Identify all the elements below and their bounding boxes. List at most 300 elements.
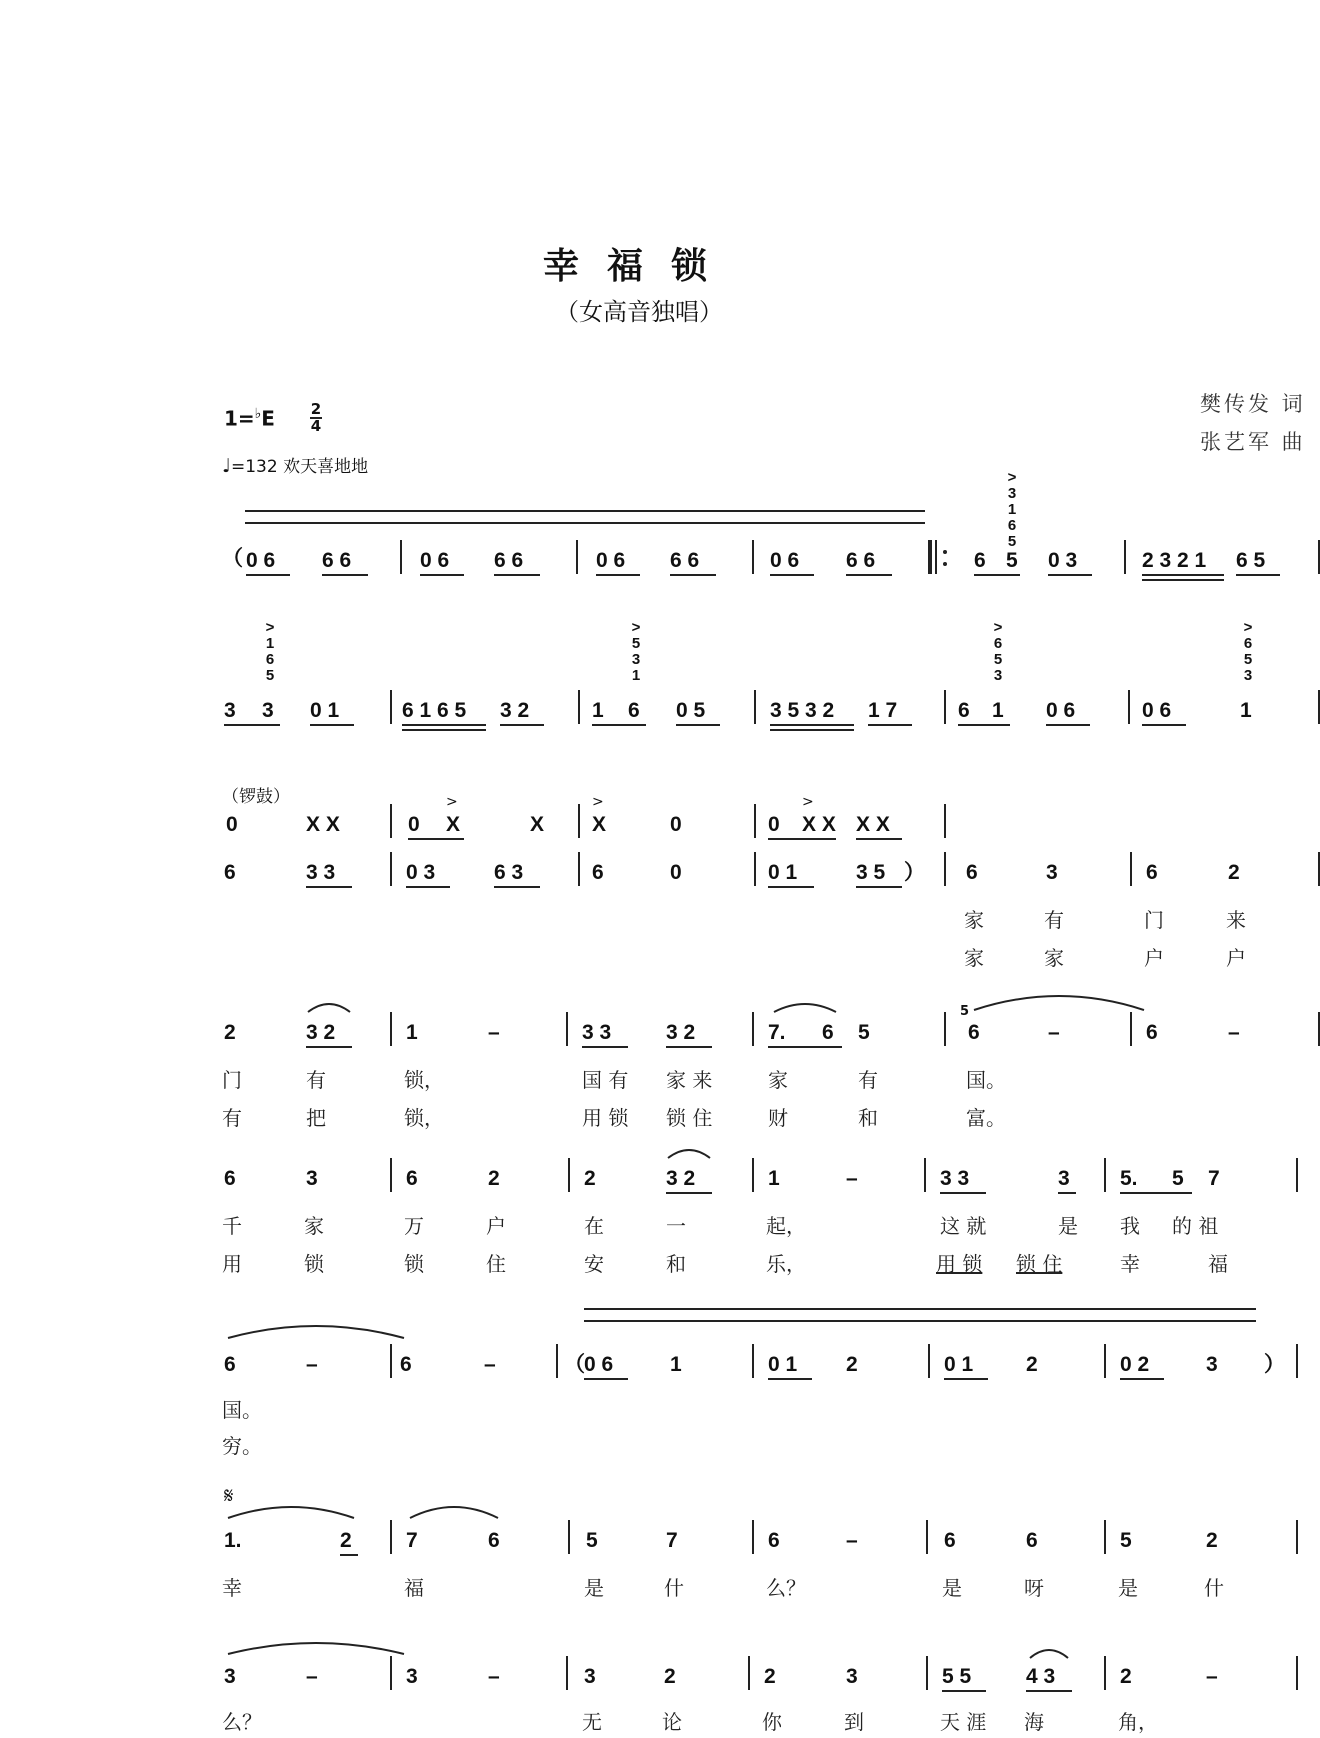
lyric: 户 [486,1214,506,1238]
note: 0 [670,861,682,884]
beam [402,724,486,726]
note-paren-open: （ [564,1353,585,1376]
note-dash: – [488,1021,500,1044]
lyric: 天 涯 [940,1710,987,1734]
note: 5 [586,1529,598,1552]
note-group: 0 2 [1120,1353,1150,1376]
note: 6 [224,861,236,884]
chord-stack [1238,620,1258,684]
note-dash: – [306,1353,318,1376]
note-group: 0 5 [676,699,706,722]
lyric: 无 [582,1710,602,1734]
beam [1046,724,1090,726]
lyric: 门 [222,1068,242,1092]
barline [926,1520,928,1554]
beam [408,838,464,840]
note: 5 [858,1021,870,1044]
chord-note: 3 [1007,485,1017,502]
note: 6 [224,1353,236,1376]
lyric: 来 [1226,908,1246,932]
barline [400,540,402,574]
barline [752,1012,754,1046]
barline [390,1012,392,1046]
perc-note: X [446,813,461,836]
note-group: 0 1 [944,1353,974,1376]
beam [974,574,1020,576]
note-group: 3 3 [582,1021,612,1044]
chord-note: 6 [1243,635,1253,652]
lyric: 和 [858,1106,878,1130]
lyric: 富。 [966,1106,1006,1130]
beam [500,724,544,726]
note-group: 0 6 [770,549,800,572]
lyric: 和 [666,1252,686,1276]
note: 6 [400,1353,412,1376]
note-group: 6 3 [494,861,524,884]
note: 3 [306,1167,318,1190]
lyric: 万 [404,1214,424,1238]
note-group: 3 2 [666,1167,696,1190]
note-paren-open: （ [222,547,243,570]
beam [768,1046,842,1048]
chord-stack [260,620,280,684]
barline [578,852,580,886]
note-group: 0 6 [1046,699,1076,722]
beam [1026,1690,1072,1692]
note: 2 [664,1665,676,1688]
barline [924,1158,926,1192]
beam [1120,1192,1192,1194]
accent-mark: > [993,619,1003,636]
tie [226,1636,406,1656]
barline [1296,1520,1298,1554]
barline [748,1656,750,1690]
barline [390,1656,392,1690]
lyric: 有 [222,1106,242,1130]
note-group: 0 3 [1048,549,1078,572]
lyric: 把 [306,1106,326,1130]
perc-note: 0 [226,813,238,836]
barline [1104,1344,1106,1378]
barline [578,690,580,724]
note: 3 [224,699,236,722]
barline [1124,540,1126,574]
note: 2 [1206,1529,1218,1552]
lyric: 幸 [222,1576,242,1600]
note-group: 6 5 [1236,549,1266,572]
note: 3 [1058,1167,1070,1190]
lyric: 安 [584,1252,604,1276]
barline [754,852,756,886]
lyric: 家 [964,946,984,970]
note: 5 [1006,549,1018,572]
beam [494,886,540,888]
beam [582,1046,628,1048]
beam [770,574,814,576]
perc-note: X [592,813,607,836]
note: 1. [224,1529,242,1552]
note-group: 2 3 2 1 [1142,549,1207,572]
note-paren-close: ） [1264,1353,1285,1376]
lyric: 在 [584,1214,604,1238]
note-group: 0 6 [420,549,450,572]
lyricist-credit: 樊传发 词 [1200,392,1306,416]
note: 1 [992,699,1004,722]
slur [666,1146,712,1160]
barline [1128,690,1130,724]
note: 3 [262,699,274,722]
volta-line [245,522,925,524]
lyric: 有 [306,1068,326,1092]
time-numerator: 2 [310,400,322,418]
time-signature [310,402,322,434]
lyric: 门 [1144,908,1164,932]
tempo-text: =132 欢天喜地地 [230,457,369,477]
lyric: 什 [664,1576,684,1600]
barline [390,852,392,886]
lyric: 穷。 [222,1434,262,1458]
note: 6 [406,1167,418,1190]
barline [390,1158,392,1192]
lyric: 家 [768,1068,788,1092]
note-dash: – [484,1353,496,1376]
barline [566,1656,568,1690]
note: 2 [584,1167,596,1190]
note: 2 [846,1353,858,1376]
lyric: 角， [1118,1710,1158,1734]
note: 1 [768,1167,780,1190]
barline [944,804,946,838]
beam [940,1192,986,1194]
chord-note: 6 [265,651,275,668]
chord-note: 3 [993,667,1003,684]
beam [306,886,352,888]
barline [556,1344,558,1378]
note: 6 [1146,1021,1158,1044]
barline [578,804,580,838]
chord-note: 3 [1243,667,1253,684]
note-group: 0 1 [768,1353,798,1376]
note-dash: – [1048,1021,1060,1044]
lyric: 家 [1044,946,1064,970]
accent-mark: > [631,619,641,636]
lyric: 国。 [966,1068,1006,1092]
note: 2 [1228,861,1240,884]
beam [942,1690,986,1692]
note-dash: – [306,1665,318,1688]
accent-mark: > [592,794,604,810]
beam [768,886,814,888]
chord-note: 6 [1007,517,1017,534]
slur [408,1500,500,1520]
beam [958,724,1010,726]
note: 2 [1120,1665,1132,1688]
barline [568,1520,570,1554]
chord-note: 5 [631,635,641,652]
segno-icon: 𝄋 [224,1484,234,1509]
barline [1130,852,1132,886]
beam [584,1378,628,1380]
lyric: 国。 [222,1398,262,1422]
composer-credit: 张艺军 曲 [1200,430,1306,454]
note-paren-close: ） [904,861,925,884]
beam [306,1046,352,1048]
note-group: 0 6 [584,1353,614,1376]
beam [494,574,540,576]
note-dash: – [846,1529,858,1552]
note-group: 6 6 [322,549,352,572]
key-prefix: 1= [224,406,255,431]
lyric: 幸 [1120,1252,1140,1276]
beam [1236,574,1280,576]
beam [676,724,720,726]
beam [770,729,854,731]
lyric: 户 [1144,946,1164,970]
volta-line [584,1320,1256,1322]
barline [752,1520,754,1554]
barline [1296,1344,1298,1378]
repeat-dot [943,562,947,566]
barline [390,1344,392,1378]
lyric: 是 [1118,1576,1138,1600]
slur [1028,1646,1070,1660]
lyric: 用 [222,1252,242,1276]
beam [340,1554,358,1556]
note: 6 [768,1529,780,1552]
note: 1 [1240,699,1252,722]
beam [666,1046,712,1048]
slur [772,1000,838,1014]
note-group: 4 3 [1026,1665,1056,1688]
note: 7 [666,1529,678,1552]
percussion-label: （锣鼓） [222,787,290,807]
lyric: 锁 [304,1252,324,1276]
note: 6 [592,861,604,884]
lyric: 用 锁 [936,1252,983,1276]
beam [592,724,646,726]
barline [1104,1656,1106,1690]
lyric: 千 [222,1214,242,1238]
note: 6 [224,1167,236,1190]
lyric: 家 来 [666,1068,713,1092]
beam [310,724,354,726]
note-group: 3 2 [306,1021,336,1044]
lyric: 么？ [766,1576,806,1600]
note: 5 [1172,1167,1184,1190]
chord-note: 6 [993,635,1003,652]
lyric: 是 [1058,1214,1078,1238]
barline [754,690,756,724]
volta-line [245,510,925,512]
lyric: 是 [584,1576,604,1600]
lyric: 用 锁 [582,1106,629,1130]
beam [856,838,902,840]
barline [752,540,754,574]
note-group: 0 1 [768,861,798,884]
chord-note: 3 [631,651,641,668]
note-group: 1 7 [868,699,898,722]
note-group: 3 3 [306,861,336,884]
note: 6 [968,1021,980,1044]
beam [1120,1378,1164,1380]
barline [926,1656,928,1690]
key-note: E [261,406,275,431]
repeat-barline [935,540,937,574]
lyric: 一 [666,1214,686,1238]
barline [1104,1158,1106,1192]
lyric: 户 [1226,946,1246,970]
perc-note: 0 [408,813,420,836]
note: 3 [224,1665,236,1688]
repeat-barline [928,540,932,574]
lyric: 你 [762,1710,782,1734]
note-group: 6 6 [494,549,524,572]
barline [944,690,946,724]
lyric: 什 [1204,1576,1224,1600]
note-group: 3 3 [940,1167,970,1190]
note-group: 0 6 [1142,699,1172,722]
note-group: 0 1 [310,699,340,722]
lyric: 我 [1120,1214,1140,1238]
beam [1142,579,1224,581]
lyric: 海 [1024,1710,1044,1734]
note: 7 [406,1529,418,1552]
flat-sign: ♭ [254,406,262,422]
note-group: 6 6 [670,549,700,572]
perc-note: X X [306,813,340,836]
note-group: 0 6 [246,549,276,572]
barline [928,1344,930,1378]
note: 2 [340,1529,352,1552]
lyric: 锁 住 [1016,1252,1063,1276]
barline [390,804,392,838]
lyric: 家 [304,1214,324,1238]
chord-note: 5 [1007,533,1017,550]
note: 2 [1026,1353,1038,1376]
chord-stack [1002,470,1022,550]
note-dash: – [846,1167,858,1190]
lyric: 么？ [222,1710,262,1734]
note-group: 3 2 [666,1021,696,1044]
note: 1 [406,1021,418,1044]
note: 3 [846,1665,858,1688]
tie [226,1500,356,1520]
note-group: 3 2 [500,699,530,722]
beam [670,574,716,576]
accent-mark: > [1007,469,1017,486]
lyric: 乐， [766,1252,806,1276]
barline [1104,1520,1106,1554]
barline [1130,1012,1132,1046]
beam [856,886,902,888]
chord-note: 1 [265,635,275,652]
note: 6 [628,699,640,722]
beam [1142,724,1186,726]
time-denominator: 4 [310,417,322,435]
chord-note: 5 [265,667,275,684]
beam [406,886,450,888]
lyric: 呀 [1024,1576,1044,1600]
repeat-dot [943,550,947,554]
beam [868,724,912,726]
lyric: 的 祖 [1172,1214,1219,1238]
perc-note: 0 [670,813,682,836]
chord-note: 1 [1007,501,1017,518]
note: 1 [670,1353,682,1376]
barline [568,1158,570,1192]
note: 3 [406,1665,418,1688]
barline [752,1158,754,1192]
barline [390,1520,392,1554]
tie [226,1318,406,1340]
note: 7. [768,1021,786,1044]
note: 3 [1046,861,1058,884]
chord-note: 5 [1243,651,1253,668]
perc-note: X X [856,813,890,836]
chord-note: 1 [631,667,641,684]
beam [1048,574,1092,576]
lyric: 福 [1208,1252,1228,1276]
accent-mark: > [1243,619,1253,636]
volta-line [584,1308,1256,1310]
beam [770,724,854,726]
beam [224,724,280,726]
beam [944,1378,988,1380]
note: 6 [966,861,978,884]
barline [944,852,946,886]
perc-note: X X [802,813,836,836]
lyric: 有 [858,1068,878,1092]
beam [596,574,640,576]
barline [1296,1656,1298,1690]
note-group: 0 6 [596,549,626,572]
lyric: 锁， [404,1068,444,1092]
note-group: 3 5 [856,861,886,884]
note-dash: – [1206,1665,1218,1688]
beam [402,729,486,731]
grace-note: 5 [960,1004,970,1019]
beam [246,574,290,576]
song-subtitle: （女高音独唱） [555,298,723,326]
note: 6 [974,549,986,572]
chord-stack [626,620,646,684]
note: 6 [1026,1529,1038,1552]
barline [752,1344,754,1378]
lyric: 起， [766,1214,806,1238]
accent-mark: > [265,619,275,636]
note-group: 6 6 [846,549,876,572]
lyric: 财 [768,1106,788,1130]
note-dash: – [1228,1021,1240,1044]
beam [666,1192,712,1194]
lyric: 是 [942,1576,962,1600]
note: 6 [958,699,970,722]
note: 6 [944,1529,956,1552]
lyric: 这 就 [940,1214,987,1238]
lyric: 有 [1044,908,1064,932]
lyric: 论 [662,1710,682,1734]
song-title: 幸福锁 [542,245,735,287]
quarter-note-icon: ♩ [222,455,231,477]
lyric: 到 [844,1710,864,1734]
barline [566,1012,568,1046]
slur [306,1000,352,1014]
lyric: 锁 [404,1252,424,1276]
beam [1058,1192,1076,1194]
note-group: 0 3 [406,861,436,884]
barline [754,804,756,838]
note: 1 [592,699,604,722]
